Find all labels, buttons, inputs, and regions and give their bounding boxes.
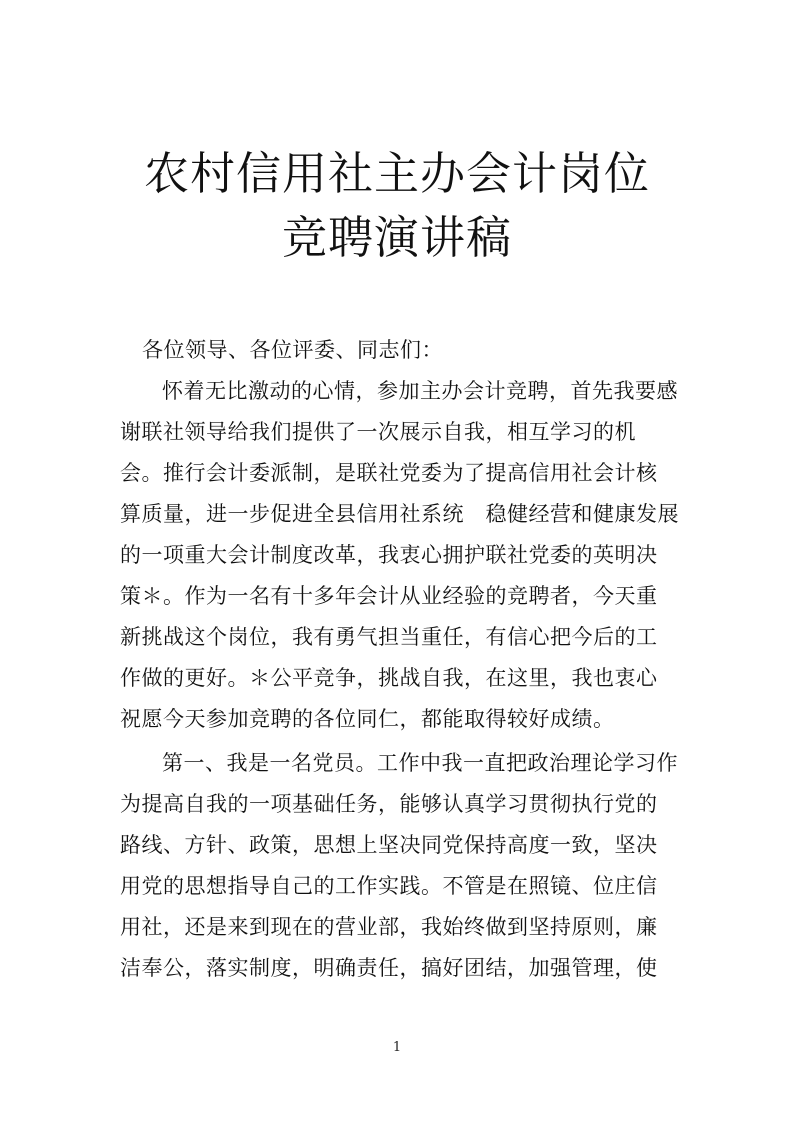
body-line: 会。推行会计委派制，是联社党委为了提高信用社会计核 bbox=[120, 461, 658, 485]
body-line: 为提高自我的一项基础任务，能够认真学习贯彻执行党的 bbox=[120, 792, 658, 816]
body-line: 洁奉公，落实制度，明确责任，搞好团结，加强管理，使 bbox=[120, 956, 658, 980]
body-line: 的一项重大会计制度改革，我衷心拥护联社党委的英明决 bbox=[120, 543, 658, 567]
body-line: 怀着无比激动的心情，参加主办会计竞聘，首先我要感 bbox=[162, 379, 678, 403]
body-line: 用党的思想指导自己的工作实践。不管是在照镜、位庄信 bbox=[120, 874, 658, 898]
body-line: 策＊。作为一名有十多年会计从业经验的竞聘者，今天重 bbox=[120, 584, 658, 608]
salutation: 各位领导、各位评委、同志们： bbox=[142, 338, 443, 362]
body-line: 算质量，进一步促进全县信用社系统 稳健经营和健康发展 bbox=[120, 502, 679, 526]
body-line: 路线、方针、政策，思想上坚决同党保持高度一致，坚决 bbox=[120, 833, 658, 857]
body-line: 谢联社领导给我们提供了一次展示自我，相互学习的机 bbox=[120, 420, 636, 444]
body-line: 用社，还是来到现在的营业部，我始终做到坚持原则，廉 bbox=[120, 915, 658, 939]
body-line: 第一、我是一名党员。工作中我一直把政治理论学习作 bbox=[162, 751, 678, 775]
document-title-line-1: 农村信用社主办会计岗位 bbox=[143, 147, 650, 200]
body-line: 作做的更好。＊公平竞争，挑战自我，在这里，我也衷心 bbox=[120, 666, 658, 690]
body-line: 祝愿今天参加竞聘的各位同仁，都能取得较好成绩。 bbox=[120, 707, 615, 731]
page-number: 1 bbox=[392, 1040, 402, 1055]
body-line: 新挑战这个岗位，我有勇气担当重任，有信心把今后的工 bbox=[120, 625, 658, 649]
document-title-line-2: 竞聘演讲稿 bbox=[281, 211, 512, 264]
